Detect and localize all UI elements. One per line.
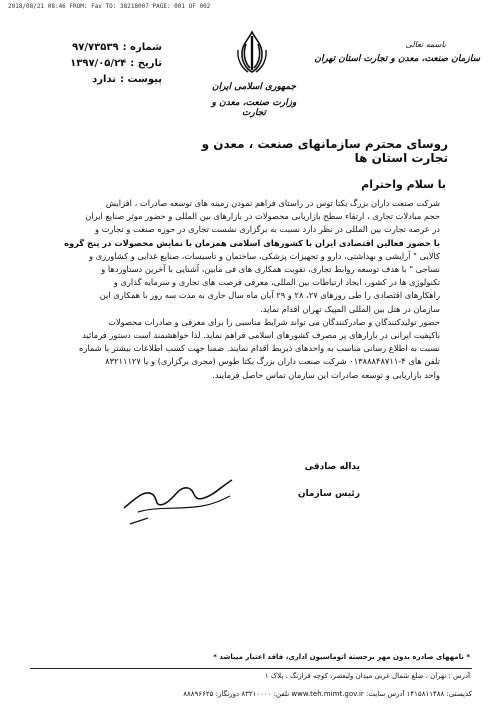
- footer-contacts: کدپستی: ۱۴۱۵۸۱۱۴۸۸ آدرس سایت: www.teh.mimt.gov.ir تلفن: ۸۳۲۱۰۰۰۰ دورنگار: ۸۸۸۹۶۶۲۵: [183, 690, 472, 698]
- signer-title: رئیس سازمان: [297, 489, 360, 499]
- letter-number-value: ۹۷/۷۳۵۳۹: [72, 42, 119, 53]
- fax-transmission-header: 2018/08/21 08:46 FROM: Fax TO: 38218007 PAGE: 001 OF 002: [8, 3, 211, 10]
- organization-name: سازمان صنعت، معدن و تجارت استان تهران: [314, 54, 480, 64]
- signer-name: یداله صادقی: [304, 462, 360, 472]
- letter-number-label: شماره :: [122, 42, 162, 53]
- footer-divider: [30, 668, 472, 669]
- body-line: شرکت صنعت داران بزرگ یکتا توس در راستای فراهم نمودن زمینه های توسعه صادرات ، افزایش: [105, 198, 440, 208]
- body-line: تکنولوژی ها در کشور، ایجاد ارتباطات بین المللی، معرفی فرصت های تجاری و سرمایه گذاری و: [113, 277, 440, 288]
- document-meta: [22, 40, 162, 88]
- body-line: تلفن های ۴-۰۱۳۸۸۸۴۸۷۱۱ شرکت صنعت داران بزرگ یکتا طوس (مجری برگزاری) و یا ۸۳۲۱۱۱۲۷: [105, 356, 440, 367]
- addressee: روسای محترم سازمانهای صنعت ، معدن و تجارت استان ها: [201, 137, 448, 165]
- republic-title: جمهوری اسلامی ایران: [211, 82, 297, 92]
- letter-body: [62, 197, 440, 382]
- body-line: کالایی " آرایشی و بهداشتی، دارو و تجهیزات پزشکی، ساختمان و تاسیسات، صنایع غذایی و کشاورزی و: [89, 250, 440, 261]
- letter-attachment-row: [22, 72, 162, 88]
- letter-number-row: [22, 40, 162, 56]
- letter-date-label: تاریخ :: [130, 58, 162, 69]
- body-line: باکیفیت ایرانی در بازارهای پر مصرف کشورهای اسلامی فراهم نماید. لذا خواهشمند است دستور فرمائید: [82, 330, 440, 341]
- letter-date-value: ۱۳۹۷/۰۵/۲۴: [70, 58, 127, 69]
- salutation: با سلام واحترام: [361, 178, 446, 191]
- body-line: حجم مبادلات تجاری ، ارتقاء سطح بازاریابی محصولات در بازارهای بین المللی و حضور موثر صنایع ایران: [85, 211, 440, 222]
- body-line: واحد بازاریابی و توسعه صادرات این سازمان تماس حاصل فرمایند.: [212, 369, 440, 380]
- letter-attachment-value: ندارد: [92, 74, 116, 85]
- body-line: در عرصه تجارت بین المللی در نظر دارد نسبت به برگزاری نشست تجاری در حوزه صنعت و تجارت و: [95, 224, 440, 235]
- body-line: راهکارهای اقتصادی را طی روزهای ۲۷، ۲۸ و ۲۹ آبان ماه سال جاری به مدت سه روز با همکاری این: [99, 290, 440, 301]
- ministry-title: وزارت صنعت، معدن و تجارت: [211, 98, 297, 118]
- body-line: نسبت به اطلاع رسانی مناسب به واحدهای ذیربط اقدام نمایند. ضمنا جهت کسب اطلاعات بیشتر با شماره: [78, 343, 440, 354]
- footer-validity-note: * نامههای صادره بدون مهر برجسته اتوماسیون اداری، فاقد اعتبار میباشد *: [213, 653, 470, 661]
- body-line: سازمان در هتل بین المللی المپیک تهران اقدام نماید.: [260, 303, 440, 314]
- body-line: نساجی " با هدف توسعه روابط تجاری، تقویت همکاری های فی مابین، آشنایی با آخرین دستاوردها و: [101, 264, 440, 275]
- letter-attachment-label: پیوست :: [119, 74, 162, 85]
- body-line: حضور تولیدکنندگان و صادرکنندگان می تواند شرایط مناسبی را برای معرفی و صادرات محصولات: [108, 316, 440, 327]
- body-line-bold: با حضور فعالین اقتصادی ایران با کشورهای اسلامی همزمان با نمایش محصولات در پنج گروه: [64, 237, 440, 248]
- letter-date-row: [22, 56, 162, 72]
- handwritten-signature-icon: [118, 468, 238, 528]
- bismillah: باسمه تعالی: [405, 40, 446, 49]
- footer-address: آدرس : تهران ، ضلع شمال غربی میدان ولیعصر، کوچه فرازنگ ، پلاک ۱: [264, 672, 470, 680]
- national-emblem-icon: [234, 30, 270, 74]
